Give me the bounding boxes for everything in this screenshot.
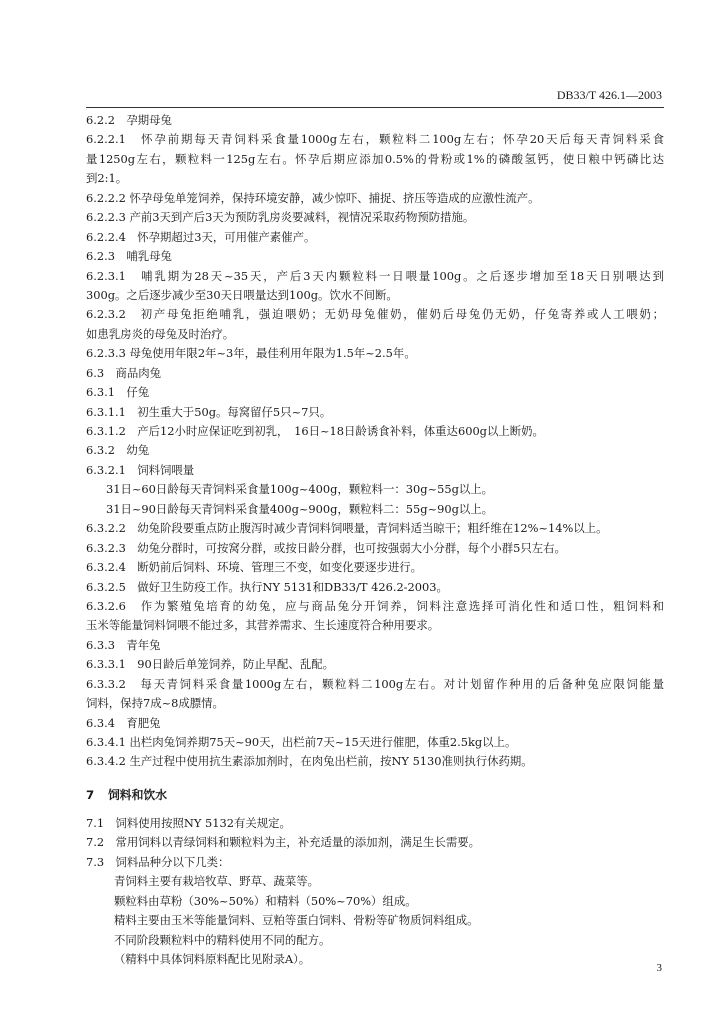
section-number: 7 (86, 787, 95, 802)
text-line: 6.3.3.2 每天青饲料采食量1000g左右，颗粒料二100g左右。对计划留作种用的后备种兔应限饲能量 (86, 676, 664, 691)
section-heading (86, 784, 664, 806)
section-title: 饲料和饮水 (108, 787, 167, 802)
text-line: 6.2.3.1 哺乳期为28天~35天，产后3天内颗粒料一日喂量100g。之后逐步增加至18天日别喂达到 (86, 268, 664, 283)
text-line: 青饲料主要有栽培牧草、野草、蔬菜等。 (114, 874, 320, 889)
text-line: 6.3.4.1 出栏肉兔饲养期75天~90天，出栏前7天~15天进行催肥，体重2.5kg以上。 (86, 735, 517, 749)
text-line: 6.3.2.4 断奶前后饲料、环境、管理三不变，如变化要逐步进行。 (86, 560, 423, 575)
text-line: 6.3.4 育肥兔 (86, 715, 161, 730)
text-line: 颗粒料由草粉（30%~50%）和精料（50%~70%）组成。 (114, 893, 417, 908)
text-line: 7.3 饲料品种分以下几类： (86, 854, 230, 869)
text-line: 7.1 饲料使用按照NY 5132有关规定。 (86, 815, 291, 830)
text-line: 6.3.1 仔兔 (86, 385, 150, 400)
text-line: 300g。之后逐步减少至30天日喂量达到100g。饮水不间断。 (86, 287, 398, 302)
text-line: 6.3.3.1 90日龄后单笼饲养，防止早配、乱配。 (86, 657, 334, 672)
text-line: 31日~90日龄每天青饲料采食量400g~900g，颗粒料二：55g~90g以上。 (106, 501, 494, 516)
text-line: 6.3.2.5 做好卫生防疫工作。执行NY 5131和DB33/T 426.2-2003。 (86, 579, 448, 594)
text-line: 6.3.2.3 幼兔分群时，可按窝分群，或按日龄分群，也可按强弱大小分群，每个小群5只左右。 (86, 540, 566, 555)
text-line: 6.2.3.3 母兔使用年限2年~3年，最佳利用年限为1.5年~2.5年。 (86, 346, 416, 361)
text-line: 饲料，保持7成~8成膘情。 (86, 696, 224, 711)
text-line: 6.3.2 幼兔 (86, 443, 150, 458)
text-line: 6.3.1.1 初生重大于50g。每窝留仔5只~7只。 (86, 404, 332, 419)
text-line: 31日~60日龄每天青饲料采食量100g~400g，颗粒料一：30g~55g以上。 (106, 482, 494, 497)
text-line: 6.3.2.2 幼兔阶段要重点防止腹泻时减少青饲料饲喂量，青饲料适当晾干；粗纤维在12%~14%以上。 (86, 521, 608, 536)
page-content (86, 111, 664, 969)
text-line: 7.2 常用饲料以青绿饲料和颗粒料为主，补充适量的添加剂，满足生长需要。 (86, 835, 481, 850)
text-line: 6.3 商品肉兔 (86, 365, 162, 380)
text-line: 6.3.3 青年兔 (86, 637, 161, 652)
text-line: 6.2.2.4 怀孕期超过3天，可用催产素催产。 (86, 229, 316, 244)
text-line: （精料中具体饲料原料配比见附录A）。 (114, 951, 311, 966)
text-line: 6.2.2.1 怀孕前期每天青饲料采食量1000g左右，颗粒料二100g左右；怀孕20天后每天青饲料采食 (86, 132, 664, 147)
text-line: 精料主要由玉米等能量饲料、豆粕等蛋白饲料、骨粉等矿物质饲料组成。 (114, 913, 479, 928)
text-line: 6.3.2.1 饲料饲喂量 (86, 462, 195, 477)
text-line: 6.3.1.2 产后12小时应保证吃到初乳， 16日~18日龄诱食补料，体重达600g以上断奶。 (86, 424, 544, 438)
text-line: 6.3.4.2 生产过程中使用抗生素添加剂时，在肉兔出栏前，按NY 5130准则执行休药期。 (86, 754, 533, 769)
text-line: 不同阶段颗粒料中的精料使用不同的配方。 (114, 932, 331, 947)
text-line: 6.2.3 哺乳母兔 (86, 249, 172, 264)
text-line: 玉米等能量饲料饲喂不能过多，其营养需求、生长速度符合种用要求。 (86, 618, 440, 633)
page-number: 3 (656, 962, 662, 974)
text-line: 6.2.2 孕期母兔 (86, 113, 172, 127)
text-line: 如患乳房炎的母兔及时治疗。 (86, 326, 235, 341)
standard-code-header: DB33/T 426.1—2003 (556, 88, 662, 102)
text-line: 6.2.3.2 初产母兔拒绝哺乳，强迫喂奶；无奶母兔催奶，催奶后母兔仍无奶，仔兔寄养或人工喂奶； (86, 307, 664, 322)
text-line: 6.2.2.2 怀孕母兔单笼饲养，保持环境安静，减少惊吓、捕捉、挤压等造成的应激性流产。 (86, 190, 540, 205)
text-line: 到2:1。 (86, 171, 128, 186)
text-line: 6.2.2.3 产前3天到产后3天为预防乳房炎要减料，视情况采取药物预防措施。 (86, 210, 475, 225)
text-line: 量1250g左右，颗粒料一125g左右。怀孕后期应添加0.5%的骨粉或1%的磷酸氢钙，使日粮中钙磷比达 (86, 151, 664, 166)
text-line: 6.3.2.6 作为繁殖兔培育的幼兔，应与商品兔分开饲养，饲料注意选择可消化性和适口性，粗饲料和 (86, 598, 664, 613)
header-rule (86, 107, 664, 108)
